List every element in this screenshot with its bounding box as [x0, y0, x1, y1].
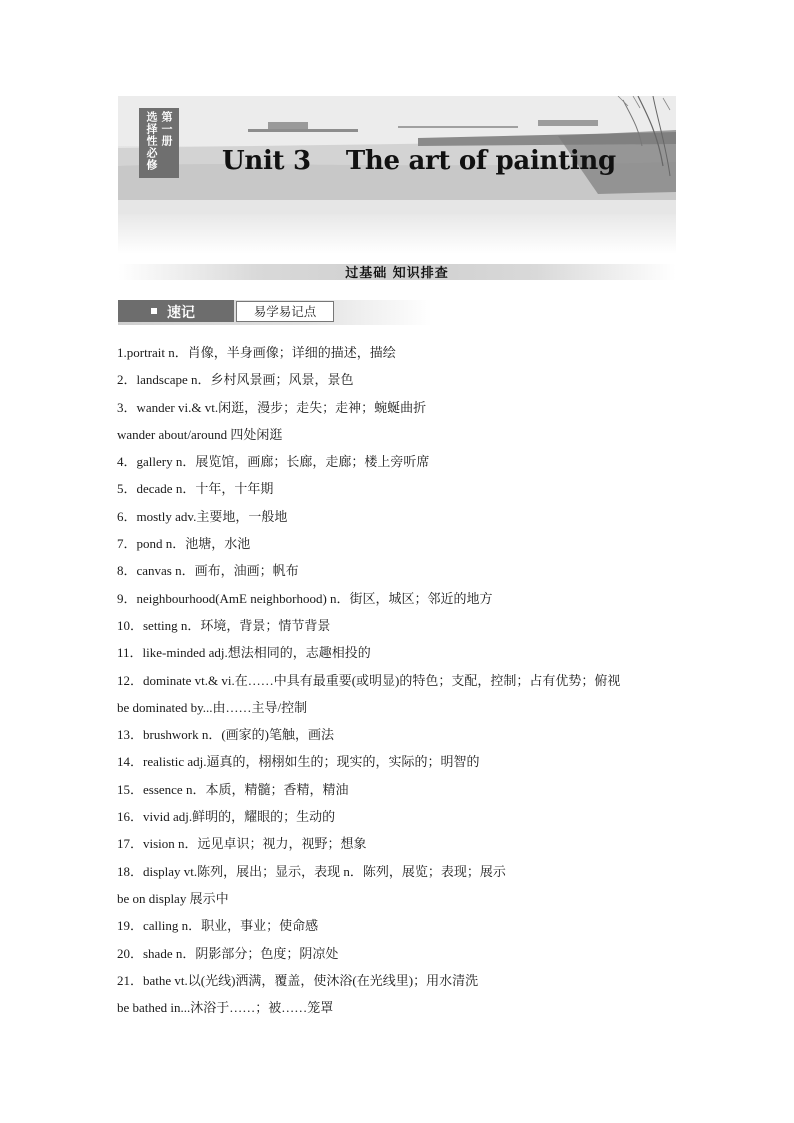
section-title: 过基础 知识排查: [345, 266, 449, 281]
list-item: 8．canvas n．画布，油画；帆布: [117, 563, 299, 579]
volume-tag: [139, 108, 179, 178]
list-item: be on display 展示中: [117, 890, 229, 906]
tab-quick-notes-label: 速记: [167, 305, 195, 321]
list-item: 7．pond n．池塘，水池: [117, 536, 251, 552]
list-item: 6．mostly adv.主要地，一般地: [117, 508, 288, 524]
list-item: 21．bathe vt.以(光线)洒满，覆盖，使沐浴(在光线里)；用水清洗: [117, 972, 479, 988]
list-item: 5．decade n．十年，十年期: [117, 481, 274, 497]
volume-tag-book: 第一册: [160, 111, 173, 147]
list-item: 11．like-minded adj.想法相同的，志趣相投的: [117, 645, 371, 661]
list-item: 18．display vt.陈列，展出；显示，表现 n．陈列，展览；表现；展示: [117, 863, 506, 879]
list-item: 20．shade n．阴影部分；色度；阴凉处: [117, 945, 339, 961]
list-item: 17．vision n．远见卓识；视力，视野；想象: [117, 836, 367, 852]
square-bullet-icon: [151, 308, 157, 314]
list-item: wander about/around 四处闲逛: [117, 426, 283, 442]
list-item: 16．vivid adj.鲜明的，耀眼的；生动的: [117, 809, 336, 825]
list-item: 10．setting n．环境，背景；情节背景: [117, 617, 331, 633]
section-header-bar: [118, 264, 676, 280]
unit-title: Unit 3 The art of painting: [222, 146, 616, 176]
list-item: 3．wander vi.& vt.闲逛，漫步；走失；走神；蜿蜒曲折: [117, 399, 427, 415]
tab-bar: [118, 300, 432, 325]
volume-tag-series: 选择性必修: [145, 111, 158, 171]
list-item: be bathed in...沐浴于……；被……笼罩: [117, 1000, 334, 1016]
list-item: be dominated by...由……主导/控制: [117, 699, 308, 715]
list-item: 14．realistic adj.逼真的，栩栩如生的；现实的，实际的；明智的: [117, 754, 480, 770]
vocabulary-list: [117, 342, 697, 1024]
list-item: 1.portrait n．肖像，半身画像；详细的描述，描绘: [117, 345, 396, 360]
tab-quick-notes: [118, 300, 234, 322]
list-item: 9．neighbourhood(AmE neighborhood) n．街区，城区；邻近的地方: [117, 590, 493, 606]
list-item: 15．essence n．本质，精髓；香精，精油: [117, 781, 349, 797]
tab-easy-points: 易学易记点: [236, 301, 334, 322]
list-item: 19．calling n．职业，事业；使命感: [117, 918, 319, 934]
banner-fade: [118, 214, 676, 254]
list-item: 2．landscape n．乡村风景画；风景，景色: [117, 372, 354, 388]
list-item: 13．brushwork n．(画家的)笔触，画法: [117, 727, 335, 743]
list-item: 12．dominate vt.& vi.在……中具有最重要(或明显)的特色；支配，控制；占有优势；俯视: [117, 672, 621, 688]
list-item: 4．gallery n．展览馆，画廊；长廊，走廊；楼上旁听席: [117, 454, 430, 470]
